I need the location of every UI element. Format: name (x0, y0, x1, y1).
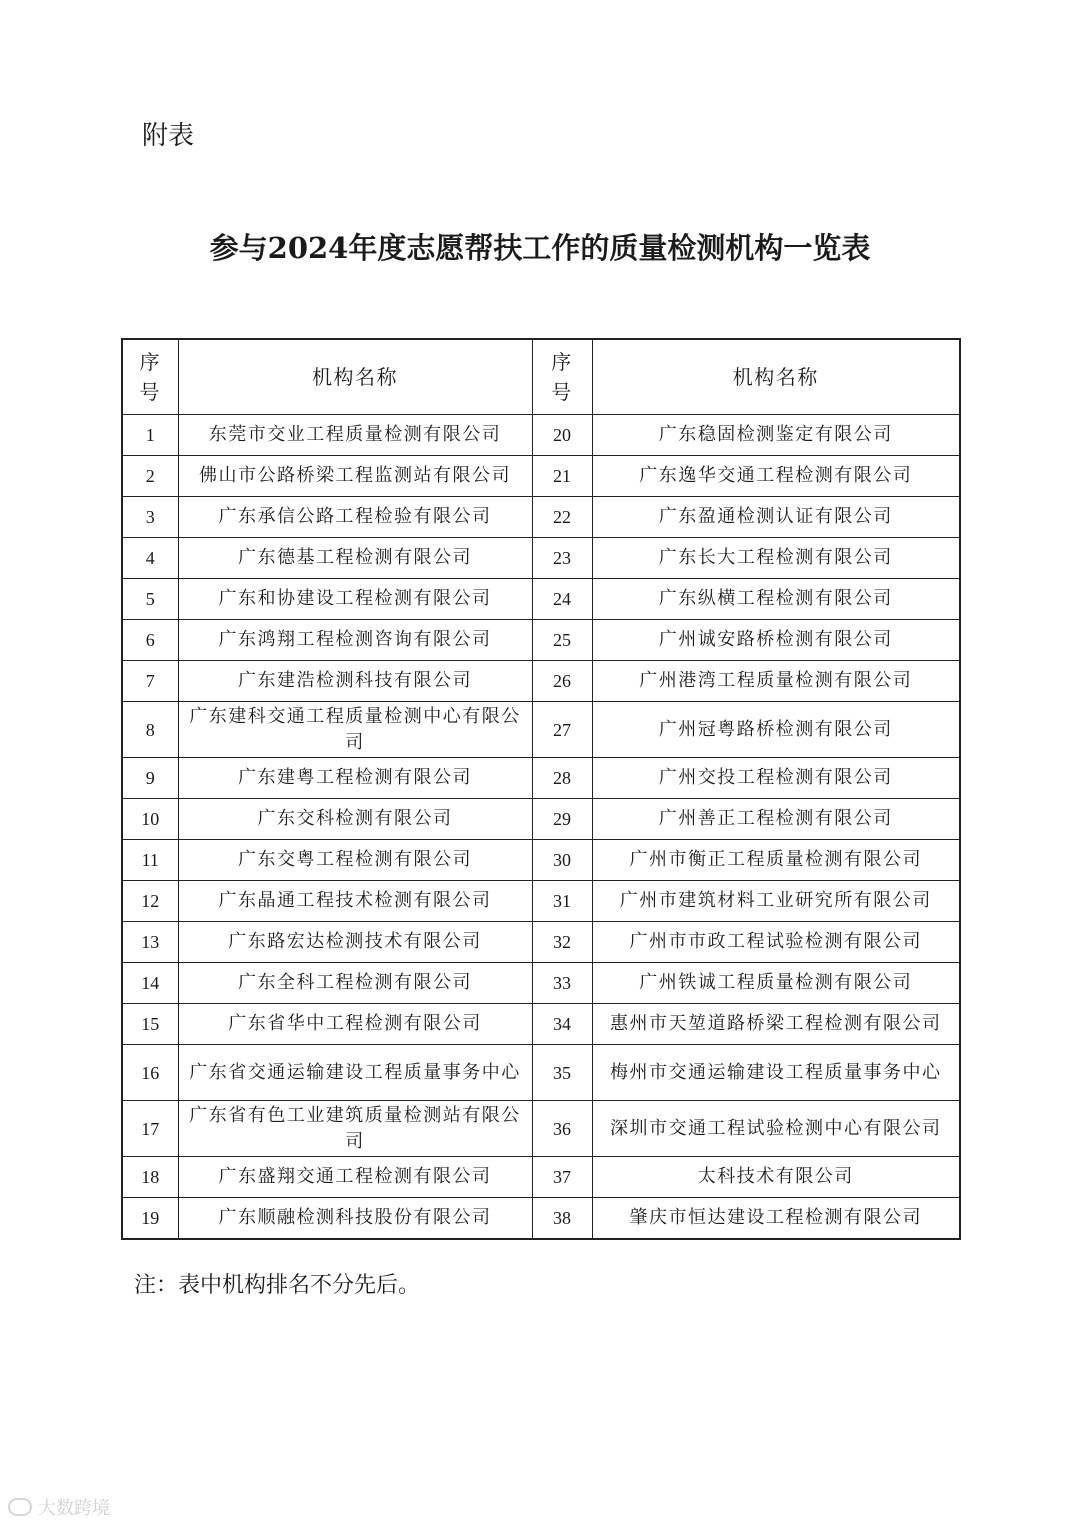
header-seq-right (532, 339, 592, 415)
row-name-right: 广州市建筑材料工业研究所有限公司 (592, 881, 960, 922)
row-seq-left: 4 (122, 538, 178, 579)
watermark (8, 1494, 110, 1520)
row-name-right: 深圳市交通工程试验检测中心有限公司 (592, 1101, 960, 1157)
row-seq-right: 32 (532, 922, 592, 963)
table-row (122, 1045, 960, 1101)
table-note: 注：表中机构排名不分先后。 (134, 1273, 421, 1298)
watermark-text: 大数跨境 (38, 1498, 110, 1519)
row-seq-left: 5 (122, 579, 178, 620)
row-name-right: 广州市衡正工程质量检测有限公司 (592, 840, 960, 881)
row-seq-right: 24 (532, 579, 592, 620)
row-seq-left: 1 (122, 415, 178, 456)
table-row (122, 963, 960, 1004)
row-name-right: 肇庆市恒达建设工程检测有限公司 (592, 1198, 960, 1240)
table-header-row (122, 339, 960, 415)
table-row (122, 1004, 960, 1045)
row-seq-left: 6 (122, 620, 178, 661)
row-seq-right: 37 (532, 1157, 592, 1198)
row-name-right: 广东逸华交通工程检测有限公司 (592, 456, 960, 497)
row-name-right: 广东盈通检测认证有限公司 (592, 497, 960, 538)
row-seq-right: 34 (532, 1004, 592, 1045)
header-seq-top: 序 (139, 350, 161, 374)
table-row (122, 456, 960, 497)
row-seq-right: 38 (532, 1198, 592, 1240)
table-row (122, 922, 960, 963)
row-name-left: 广东承信公路工程检验有限公司 (178, 497, 532, 538)
header-seq-bottom: 号 (551, 380, 573, 404)
row-seq-right: 30 (532, 840, 592, 881)
row-seq-left: 9 (122, 758, 178, 799)
row-name-left: 广东顺融检测科技股份有限公司 (178, 1198, 532, 1240)
row-name-left: 广东路宏达检测技术有限公司 (178, 922, 532, 963)
row-seq-left: 8 (122, 702, 178, 758)
row-name-right: 广州善正工程检测有限公司 (592, 799, 960, 840)
row-seq-right: 22 (532, 497, 592, 538)
header-seq-left (122, 339, 178, 415)
row-seq-left: 10 (122, 799, 178, 840)
row-seq-left: 17 (122, 1101, 178, 1157)
table-row (122, 1157, 960, 1198)
header-name-right: 机构名称 (592, 339, 960, 415)
row-name-right: 广东稳固检测鉴定有限公司 (592, 415, 960, 456)
row-seq-right: 23 (532, 538, 592, 579)
row-name-right: 广州诚安路桥检测有限公司 (592, 620, 960, 661)
row-name-right: 广东长大工程检测有限公司 (592, 538, 960, 579)
row-name-left: 广东和协建设工程检测有限公司 (178, 579, 532, 620)
watermark-logo-icon (8, 1498, 32, 1516)
row-seq-right: 25 (532, 620, 592, 661)
header-seq-bottom: 号 (139, 380, 161, 404)
table-row (122, 415, 960, 456)
row-name-left: 广东建科交通工程质量检测中心有限公司 (178, 702, 532, 758)
row-seq-right: 31 (532, 881, 592, 922)
row-name-left: 广东交粤工程检测有限公司 (178, 840, 532, 881)
appendix-label: 附表 (142, 121, 195, 151)
table-row (122, 799, 960, 840)
row-name-left: 广东省交通运输建设工程质量事务中心 (178, 1045, 532, 1101)
row-seq-left: 14 (122, 963, 178, 1004)
row-seq-left: 15 (122, 1004, 178, 1045)
row-seq-right: 20 (532, 415, 592, 456)
row-seq-right: 21 (532, 456, 592, 497)
row-name-left: 广东德基工程检测有限公司 (178, 538, 532, 579)
header-name-left: 机构名称 (178, 339, 532, 415)
table-row (122, 497, 960, 538)
row-name-right: 广州铁诚工程质量检测有限公司 (592, 963, 960, 1004)
row-seq-right: 28 (532, 758, 592, 799)
table-row (122, 840, 960, 881)
table-row (122, 661, 960, 702)
row-seq-left: 19 (122, 1198, 178, 1240)
row-name-left: 东莞市交业工程质量检测有限公司 (178, 415, 532, 456)
row-seq-left: 13 (122, 922, 178, 963)
row-seq-right: 35 (532, 1045, 592, 1101)
document-title: 参与2024年度志愿帮扶工作的质量检测机构一览表 (209, 231, 871, 265)
table-row (122, 538, 960, 579)
table-row (122, 758, 960, 799)
row-name-right: 太科技术有限公司 (592, 1157, 960, 1198)
row-name-right: 广东纵横工程检测有限公司 (592, 579, 960, 620)
row-name-left: 广东建粤工程检测有限公司 (178, 758, 532, 799)
row-seq-right: 33 (532, 963, 592, 1004)
row-name-left: 广东鸿翔工程检测咨询有限公司 (178, 620, 532, 661)
row-seq-left: 16 (122, 1045, 178, 1101)
row-seq-left: 2 (122, 456, 178, 497)
row-name-right: 梅州市交通运输建设工程质量事务中心 (592, 1045, 960, 1101)
table-row (122, 620, 960, 661)
row-seq-left: 18 (122, 1157, 178, 1198)
row-name-left: 广东省有色工业建筑质量检测站有限公司 (178, 1101, 532, 1157)
row-seq-right: 26 (532, 661, 592, 702)
row-name-right: 广州冠粤路桥检测有限公司 (592, 702, 960, 758)
row-seq-left: 12 (122, 881, 178, 922)
row-name-left: 广东晶通工程技术检测有限公司 (178, 881, 532, 922)
row-name-left: 广东建浩检测科技有限公司 (178, 661, 532, 702)
organization-table (121, 338, 961, 1240)
row-name-left: 广东全科工程检测有限公司 (178, 963, 532, 1004)
row-seq-left: 7 (122, 661, 178, 702)
row-name-left: 佛山市公路桥梁工程监测站有限公司 (178, 456, 532, 497)
row-name-right: 广州港湾工程质量检测有限公司 (592, 661, 960, 702)
row-name-left: 广东交科检测有限公司 (178, 799, 532, 840)
row-seq-left: 11 (122, 840, 178, 881)
table-row (122, 1198, 960, 1240)
row-seq-right: 27 (532, 702, 592, 758)
row-name-left: 广东省华中工程检测有限公司 (178, 1004, 532, 1045)
table-row (122, 1101, 960, 1157)
table-row (122, 881, 960, 922)
table-row (122, 702, 960, 758)
table-row (122, 579, 960, 620)
row-name-right: 广州市市政工程试验检测有限公司 (592, 922, 960, 963)
row-seq-right: 29 (532, 799, 592, 840)
row-seq-right: 36 (532, 1101, 592, 1157)
table-body (122, 415, 960, 1240)
row-name-right: 惠州市天堃道路桥梁工程检测有限公司 (592, 1004, 960, 1045)
header-seq-top: 序 (551, 350, 573, 374)
row-seq-left: 3 (122, 497, 178, 538)
row-name-left: 广东盛翔交通工程检测有限公司 (178, 1157, 532, 1198)
row-name-right: 广州交投工程检测有限公司 (592, 758, 960, 799)
